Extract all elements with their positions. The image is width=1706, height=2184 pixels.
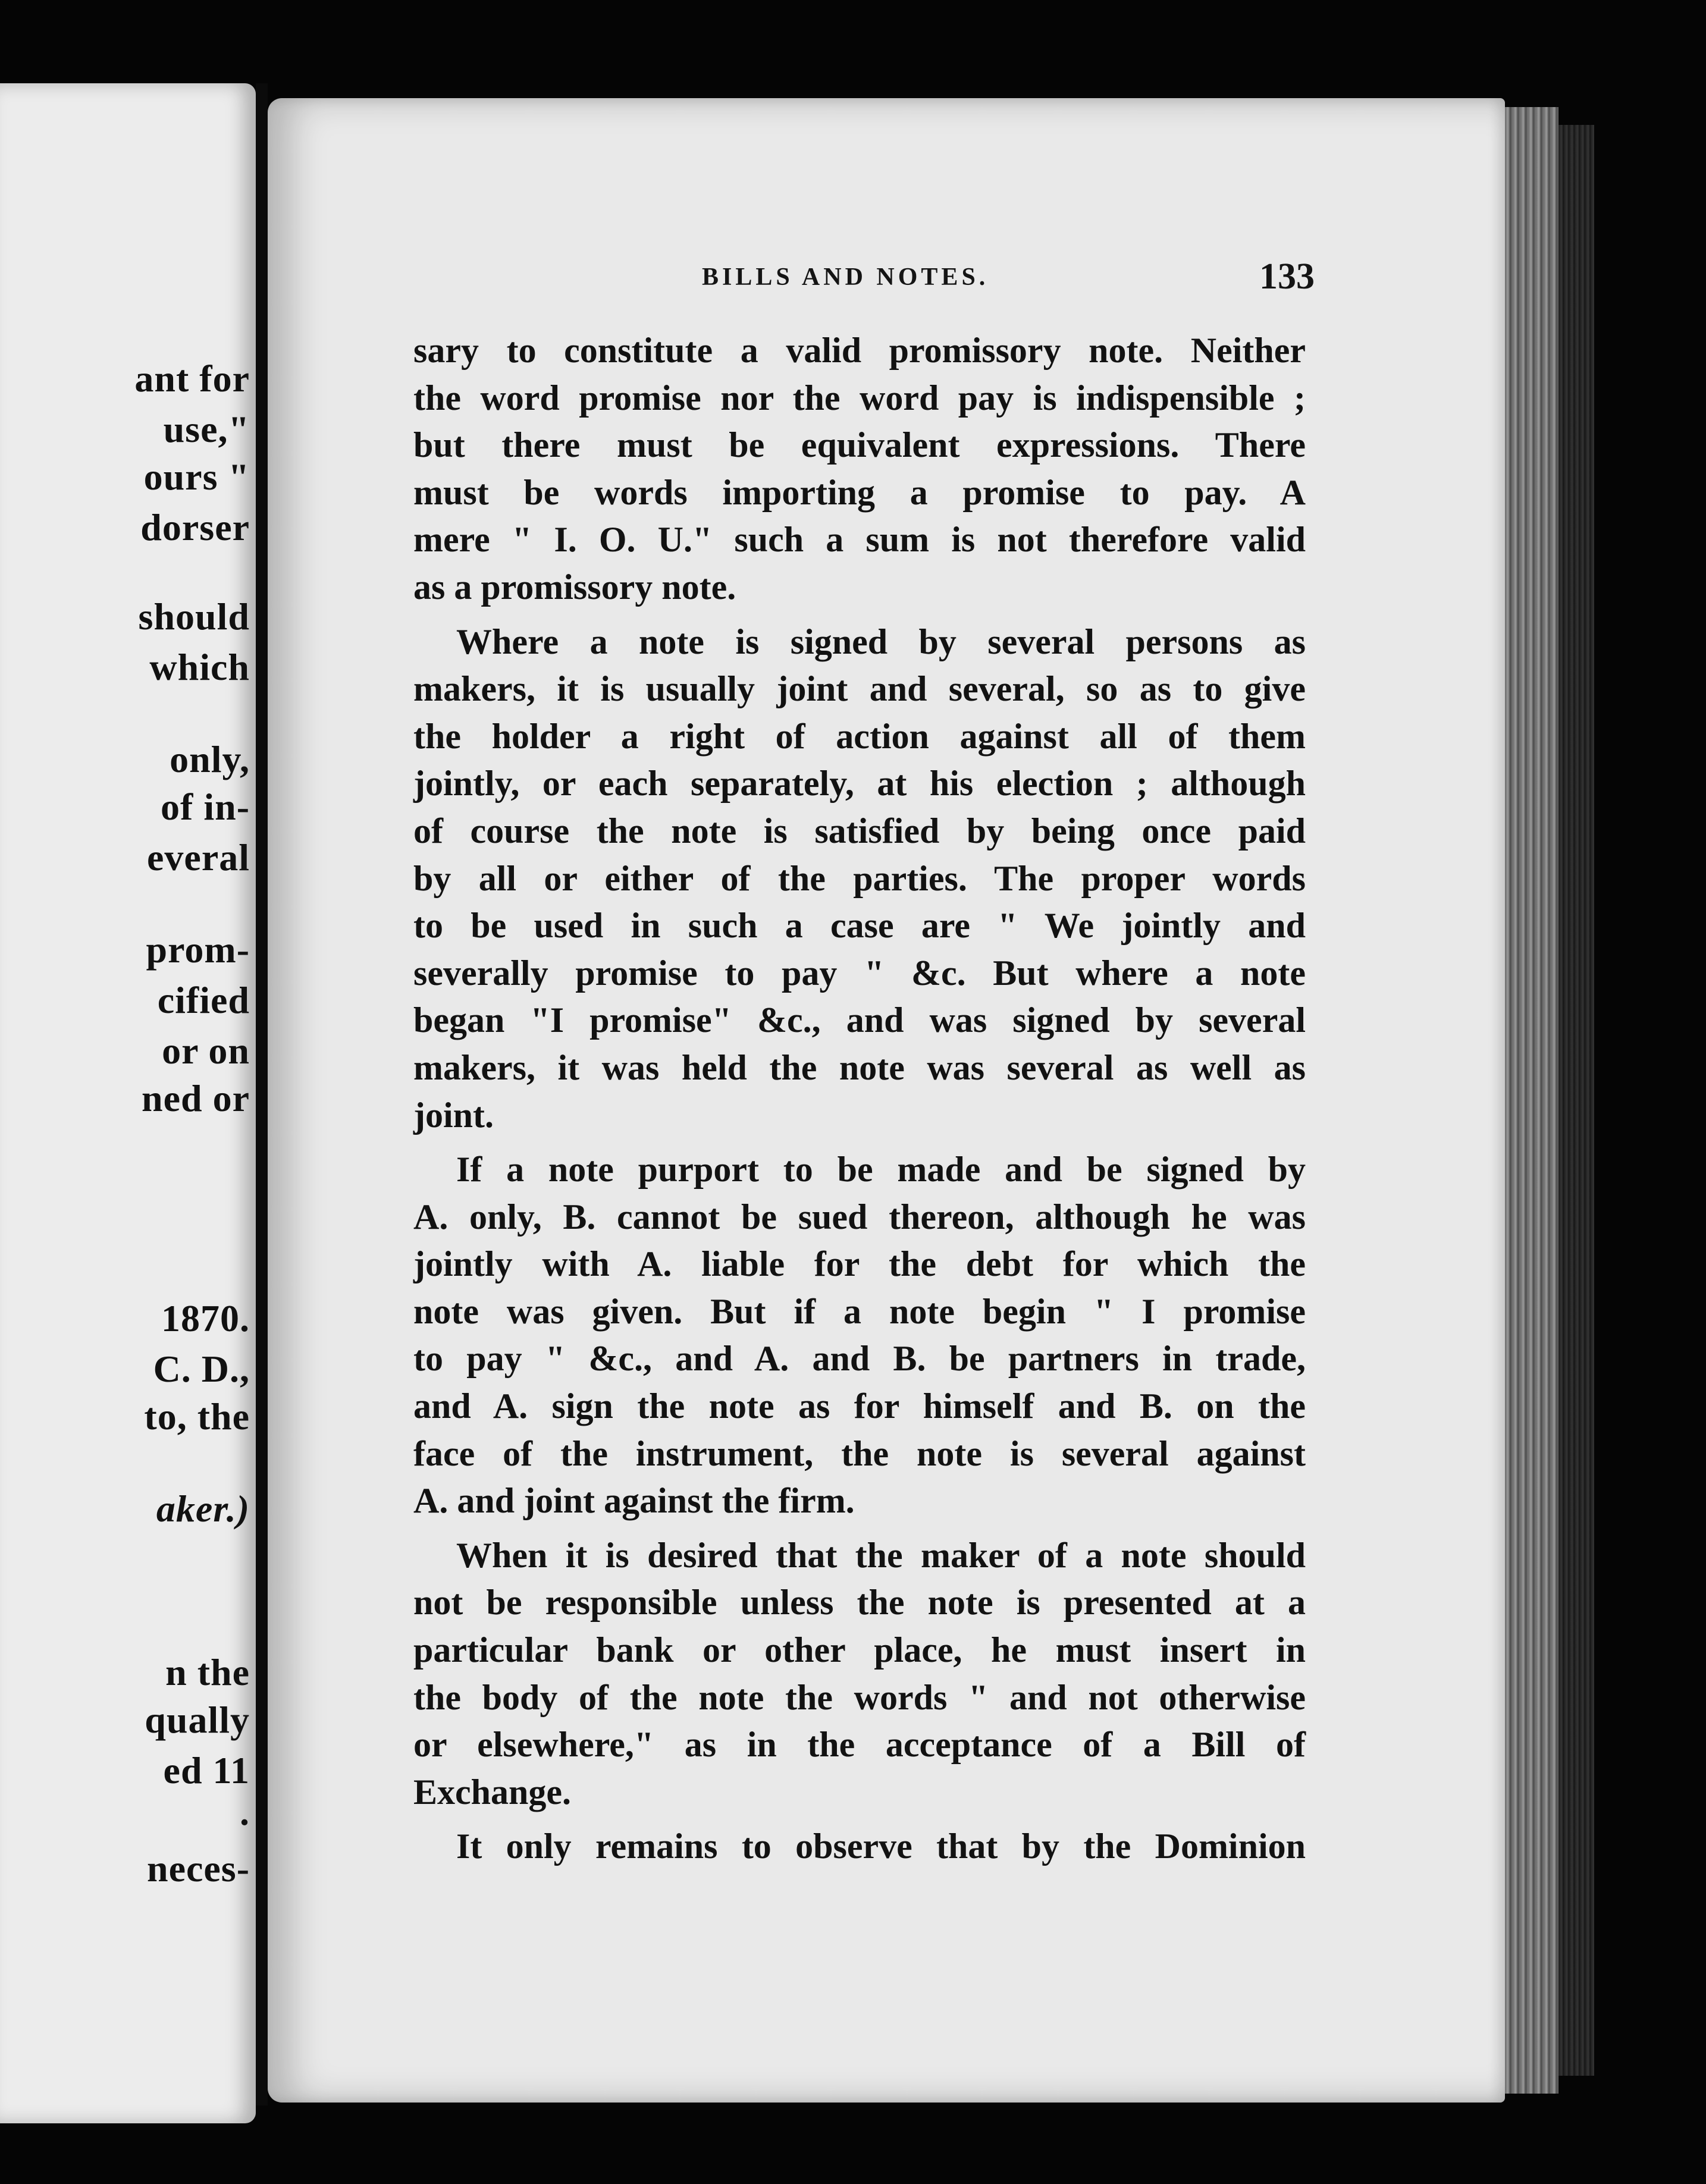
left-facing-page — [0, 83, 256, 2123]
page-edges — [1505, 107, 1558, 2094]
text-line: Where a note is signed by several persons as — [456, 622, 1306, 661]
text-line: or elsewhere," as in the acceptance of a Bill of — [413, 1725, 1306, 1765]
text-line: joint. — [413, 1095, 494, 1135]
text-line: must be words importing a promise to pay. A — [413, 472, 1306, 512]
left-page-line: ned or — [142, 1077, 250, 1119]
paragraph-2 — [413, 619, 1306, 1140]
left-page-line: should — [138, 595, 250, 638]
left-page-line: or on — [162, 1030, 250, 1072]
text-line: by all or either of the parties. The proper words — [413, 858, 1306, 898]
text-line: severally promise to pay " &c. But where a note — [413, 953, 1306, 993]
text-line: Exchange. — [413, 1772, 572, 1812]
text-line: mere " I. O. U." such a sum is not therefore valid — [413, 520, 1306, 560]
text-line: jointly with A. liable for the debt for which the — [413, 1244, 1306, 1284]
left-page-line: n the — [165, 1651, 250, 1693]
left-page-line: use," — [163, 408, 250, 450]
text-line: face of the instrument, the note is several against — [413, 1433, 1306, 1473]
text-line: A. only, B. cannot be sued thereon, although he was — [413, 1197, 1306, 1237]
left-page-line: neces- — [146, 1847, 250, 1890]
paragraph-5 — [413, 1823, 1306, 1871]
text-line: and A. sign the note as for himself and B. on the — [413, 1386, 1306, 1426]
left-page-line: dorser — [140, 506, 250, 548]
book-cover-edge — [1558, 125, 1594, 2076]
left-page-line: . — [240, 1791, 250, 1833]
text-line: If a note purport to be made and be signed by — [456, 1150, 1306, 1190]
text-line: but there must be equivalent expressions. There — [413, 425, 1306, 465]
text-line: particular bank or other place, he must insert in — [413, 1630, 1306, 1670]
left-page-line: aker.) — [156, 1488, 250, 1530]
text-line: the body of the note the words " and not otherwise — [413, 1677, 1306, 1717]
text-line: began "I promise" &c., and was signed by several — [413, 1000, 1306, 1040]
text-line: of course the note is satisfied by being once paid — [413, 811, 1306, 851]
text-line: the word promise nor the word pay is indispensible ; — [413, 378, 1306, 418]
text-line: When it is desired that the maker of a note should — [456, 1535, 1306, 1575]
left-page-line: which — [149, 646, 250, 688]
left-page-line: cified — [157, 979, 250, 1021]
left-page-line: to, the — [144, 1395, 250, 1438]
text-line: sary to constitute a valid promissory note. Neither — [413, 331, 1306, 370]
book-gutter — [256, 83, 268, 2105]
left-page-line: ours " — [143, 456, 250, 498]
paragraph-4 — [413, 1532, 1306, 1816]
left-page-line: qually — [145, 1699, 250, 1741]
page-number: 133 — [1259, 256, 1315, 297]
left-page-line: only, — [170, 738, 250, 780]
left-page-line: C. D., — [153, 1348, 250, 1390]
page-header — [702, 256, 1315, 309]
paragraph-1 — [413, 327, 1306, 611]
text-line: makers, it is usually joint and several, so as to give — [413, 669, 1306, 709]
text-line: as a promissory note. — [413, 567, 736, 607]
running-head: BILLS AND NOTES. — [702, 263, 989, 291]
left-page-line: ant for — [134, 357, 250, 400]
left-page-line: ed 11 — [163, 1749, 250, 1791]
left-page-line: prom- — [146, 928, 250, 971]
text-line: to pay " &c., and A. and B. be partners in trade, — [413, 1339, 1306, 1379]
left-page-line: of in- — [161, 786, 250, 828]
left-page-line: 1870. — [161, 1297, 250, 1339]
text-line: It only remains to observe that by the Dominion — [456, 1827, 1306, 1866]
left-page-line: everal — [147, 836, 250, 878]
text-line: not be responsible unless the note is presented at a — [413, 1583, 1306, 1623]
paragraph-3 — [413, 1146, 1306, 1525]
text-line: note was given. But if a note begin " I promise — [413, 1291, 1306, 1331]
text-line: to be used in such a case are " We jointly and — [413, 906, 1306, 946]
text-line: the holder a right of action against all of them — [413, 716, 1306, 756]
body-text — [413, 327, 1306, 1871]
text-line: makers, it was held the note was several as well as — [413, 1047, 1306, 1087]
text-line: jointly, or each separately, at his election ; although — [413, 764, 1306, 804]
text-line: A. and joint against the firm. — [413, 1481, 855, 1521]
